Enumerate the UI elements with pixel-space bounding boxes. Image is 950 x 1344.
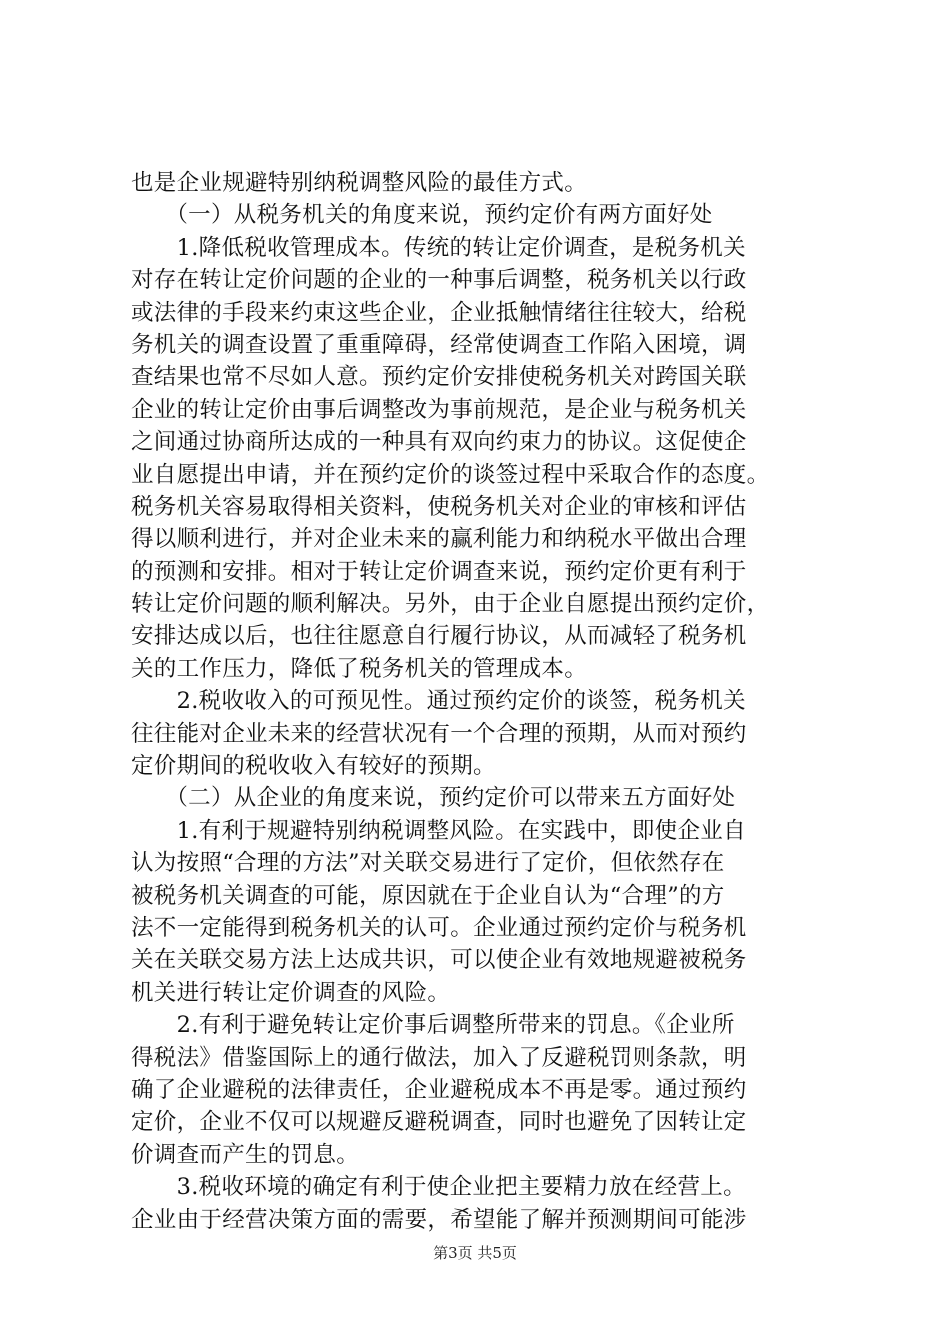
- text-line: 务机关的调查设置了重重障碍，经常使调查工作陷入困境，调: [131, 331, 747, 358]
- text-line: 3.税收环境的确定有利于使企业把主要精力放在经营上。: [131, 1174, 746, 1201]
- text-line: （二）从企业的角度来说，预约定价可以带来五方面好处: [131, 785, 736, 812]
- page-footer: 第3页 共5页: [433, 1244, 517, 1262]
- text-line: 业自愿提出申请，并在预约定价的谈签过程中采取合作的态度。: [131, 461, 770, 488]
- text-line: 的预测和安排。相对于转让定价调查来说，预约定价更有利于: [131, 558, 747, 585]
- text-line: 之间通过协商所达成的一种具有双向约束力的协议。这促使企: [131, 429, 747, 456]
- text-line: 也是企业规避特别纳税调整风险的最佳方式。: [131, 170, 588, 196]
- body-text: [131, 167, 833, 1236]
- text-line: 税务机关容易取得相关资料，使税务机关对企业的审核和评估: [131, 493, 747, 520]
- text-line: 查结果也常不尽如人意。预约定价安排使税务机关对跨国关联: [131, 364, 747, 391]
- text-line: 2.有利于避免转让定价事后调整所带来的罚息。《企业所: [131, 1012, 735, 1039]
- text-line: 2.税收收入的可预见性。通过预约定价的谈签，税务机关: [131, 688, 746, 715]
- text-line: 1.降低税收管理成本。传统的转让定价调查，是税务机关: [131, 234, 746, 261]
- text-line: 定价，企业不仅可以规避反避税调查，同时也避免了因转让定: [131, 1109, 747, 1136]
- text-line: 1.有利于规避特别纳税调整风险。在实践中，即使企业自: [131, 817, 746, 844]
- text-line: 安排达成以后，也往往愿意自行履行协议，从而减轻了税务机: [131, 623, 747, 650]
- text-line: 得税法》借鉴国际上的通行做法，加入了反避税罚则条款，明: [131, 1044, 747, 1071]
- text-line: 企业的转让定价由事后调整改为事前规范，是企业与税务机关: [131, 396, 747, 423]
- text-line: 转让定价问题的顺利解决。另外，由于企业自愿提出预约定价，: [131, 591, 770, 618]
- text-line: 企业由于经营决策方面的需要，希望能了解并预测期间可能涉: [131, 1206, 747, 1233]
- text-line: 或法律的手段来约束这些企业，企业抵触情绪往往较大，给税: [131, 299, 747, 326]
- text-line: 得以顺利进行，并对企业未来的赢利能力和纳税水平做出合理: [131, 526, 747, 553]
- text-line: 定价期间的税收收入有较好的预期。: [131, 753, 496, 780]
- text-line: 关的工作压力，降低了税务机关的管理成本。: [131, 655, 588, 682]
- text-line: （一）从税务机关的角度来说，预约定价有两方面好处: [131, 202, 713, 229]
- text-line: 法不一定能得到税务机关的认可。企业通过预约定价与税务机: [131, 914, 747, 941]
- text-line: 确了企业避税的法律责任，企业避税成本不再是零。通过预约: [131, 1076, 747, 1103]
- text-line: 往往能对企业未来的经营状况有一个合理的预期，从而对预约: [131, 720, 747, 747]
- text-line: 被税务机关调查的可能，原因就在于企业自认为“合理”的方: [131, 882, 725, 909]
- text-line: 认为按照“合理的方法”对关联交易进行了定价，但依然存在: [131, 850, 725, 877]
- text-line: 对存在转让定价问题的企业的一种事后调整，税务机关以行政: [131, 267, 747, 294]
- text-line: 价调查而产生的罚息。: [131, 1141, 360, 1168]
- text-line: 关在关联交易方法上达成共识，可以使企业有效地规避被税务: [131, 947, 747, 974]
- text-line: 机关进行转让定价调查的风险。: [131, 979, 451, 1006]
